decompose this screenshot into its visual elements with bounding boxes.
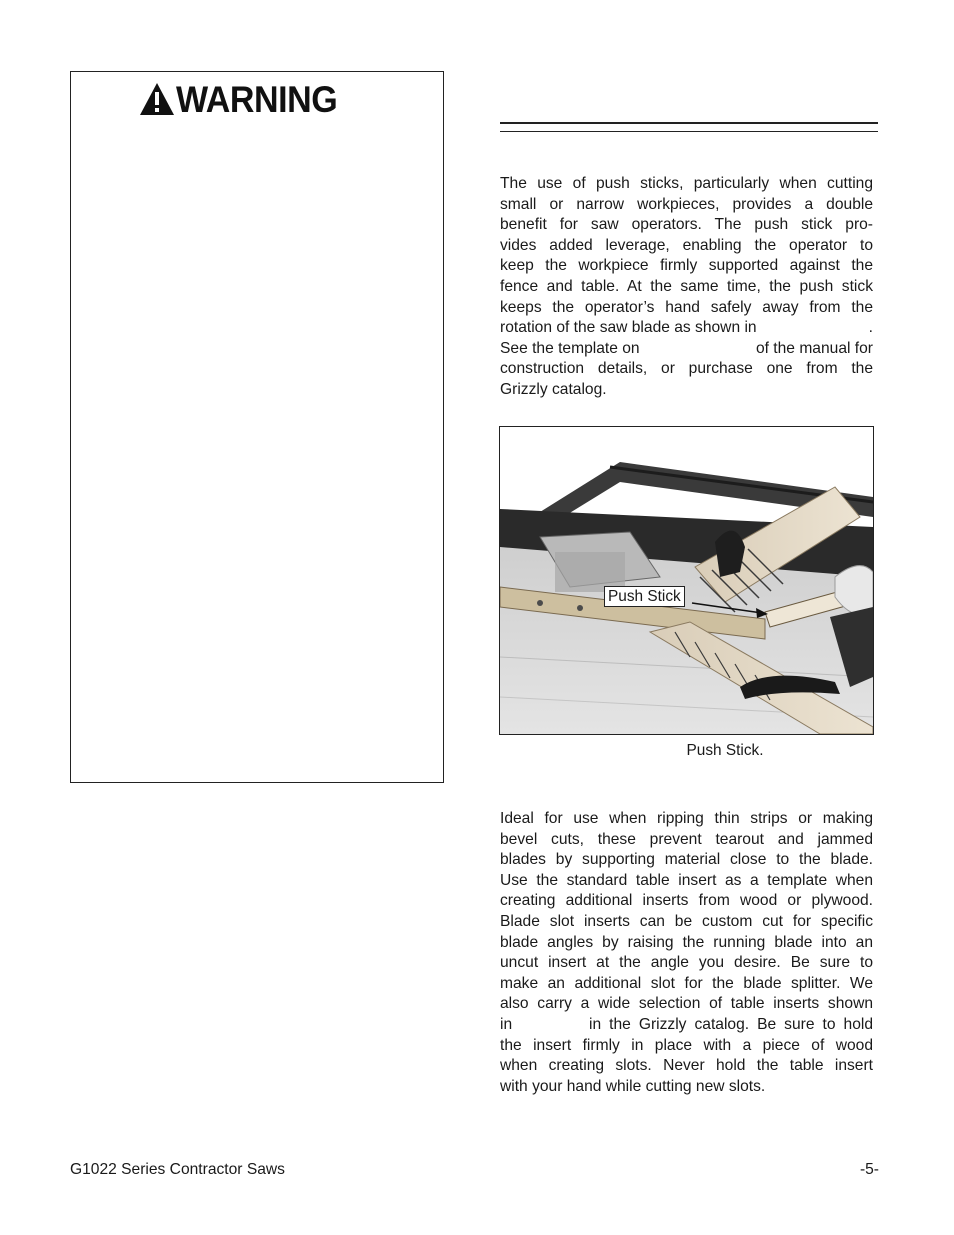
text-line: when creating slots. Never hold the table insert <box>500 1057 873 1075</box>
warning-heading: WARNING <box>176 78 338 120</box>
text-line: benefit for saw operators. The push stick pro- <box>500 216 873 234</box>
footer-title: G1022 Series Contractor Saws <box>70 1161 285 1178</box>
text-line: with your hand while cutting new slots. <box>500 1077 766 1095</box>
text-line: rotation of the saw blade as shown in <box>500 319 757 337</box>
text-line: of the manual for <box>755 339 873 357</box>
text-line: Ideal for use when ripping thin strips or making <box>500 810 873 827</box>
text-line: the insert firmly in place with a piece of wood <box>500 1036 873 1054</box>
text-line-split <box>500 318 873 339</box>
section-rule-thick <box>500 122 878 124</box>
text-line: Grizzly catalog. <box>500 380 607 398</box>
text-line: See the template on <box>500 339 640 357</box>
text-line: in <box>500 1015 513 1033</box>
text-line: Use the standard table insert as a template when <box>500 871 873 889</box>
text-line: vides added leverage, enabling the operator to <box>500 236 873 254</box>
page-number: -5- <box>859 1161 879 1178</box>
text-line: bevel cuts, these prevent tearout and jammed <box>500 830 873 848</box>
text-line: The use of push sticks, particularly when cutting <box>500 175 873 192</box>
text-line: uncut insert at the angle you desire. Be sure to <box>500 954 873 972</box>
text-line: keeps the operator’s hand safely away from the <box>500 298 873 316</box>
table-saw-photo-illustration <box>500 427 873 734</box>
text-line: Blade slot inserts can be custom cut for specific <box>500 912 873 930</box>
text-line: fence and table. At the same time, the push stick <box>500 277 873 295</box>
text-line: also carry a wide selection of table inserts shown <box>500 995 873 1013</box>
section-rule-thin <box>500 131 878 132</box>
figure-caption: Push Stick. <box>686 742 764 759</box>
text-line: creating additional inserts from wood or plywood. <box>500 892 873 910</box>
text-line: blades by supporting material close to the blade. <box>500 851 873 869</box>
text-line-split <box>500 339 873 360</box>
table-inserts-paragraph <box>500 809 873 1097</box>
warning-header <box>139 78 351 120</box>
text-line: in the Grizzly catalog. Be sure to hold <box>589 1015 873 1033</box>
push-stick-paragraph <box>500 174 873 401</box>
text-line: keep the workpiece firmly supported against the <box>500 257 873 275</box>
text-line: small or narrow workpieces, provides a double <box>500 195 873 213</box>
push-stick-photo <box>499 426 874 735</box>
warning-box <box>70 71 444 783</box>
push-stick-callout: Push Stick <box>604 586 685 607</box>
text-period: . <box>868 319 873 337</box>
text-line: make an additional slot for the blade splitter. We <box>500 974 873 992</box>
text-line-split <box>500 1015 873 1036</box>
text-line: construction details, or purchase one from the <box>500 360 873 378</box>
hazard-triangle-icon <box>139 82 175 116</box>
text-line: blade angles by raising the running blade into an <box>500 933 873 951</box>
